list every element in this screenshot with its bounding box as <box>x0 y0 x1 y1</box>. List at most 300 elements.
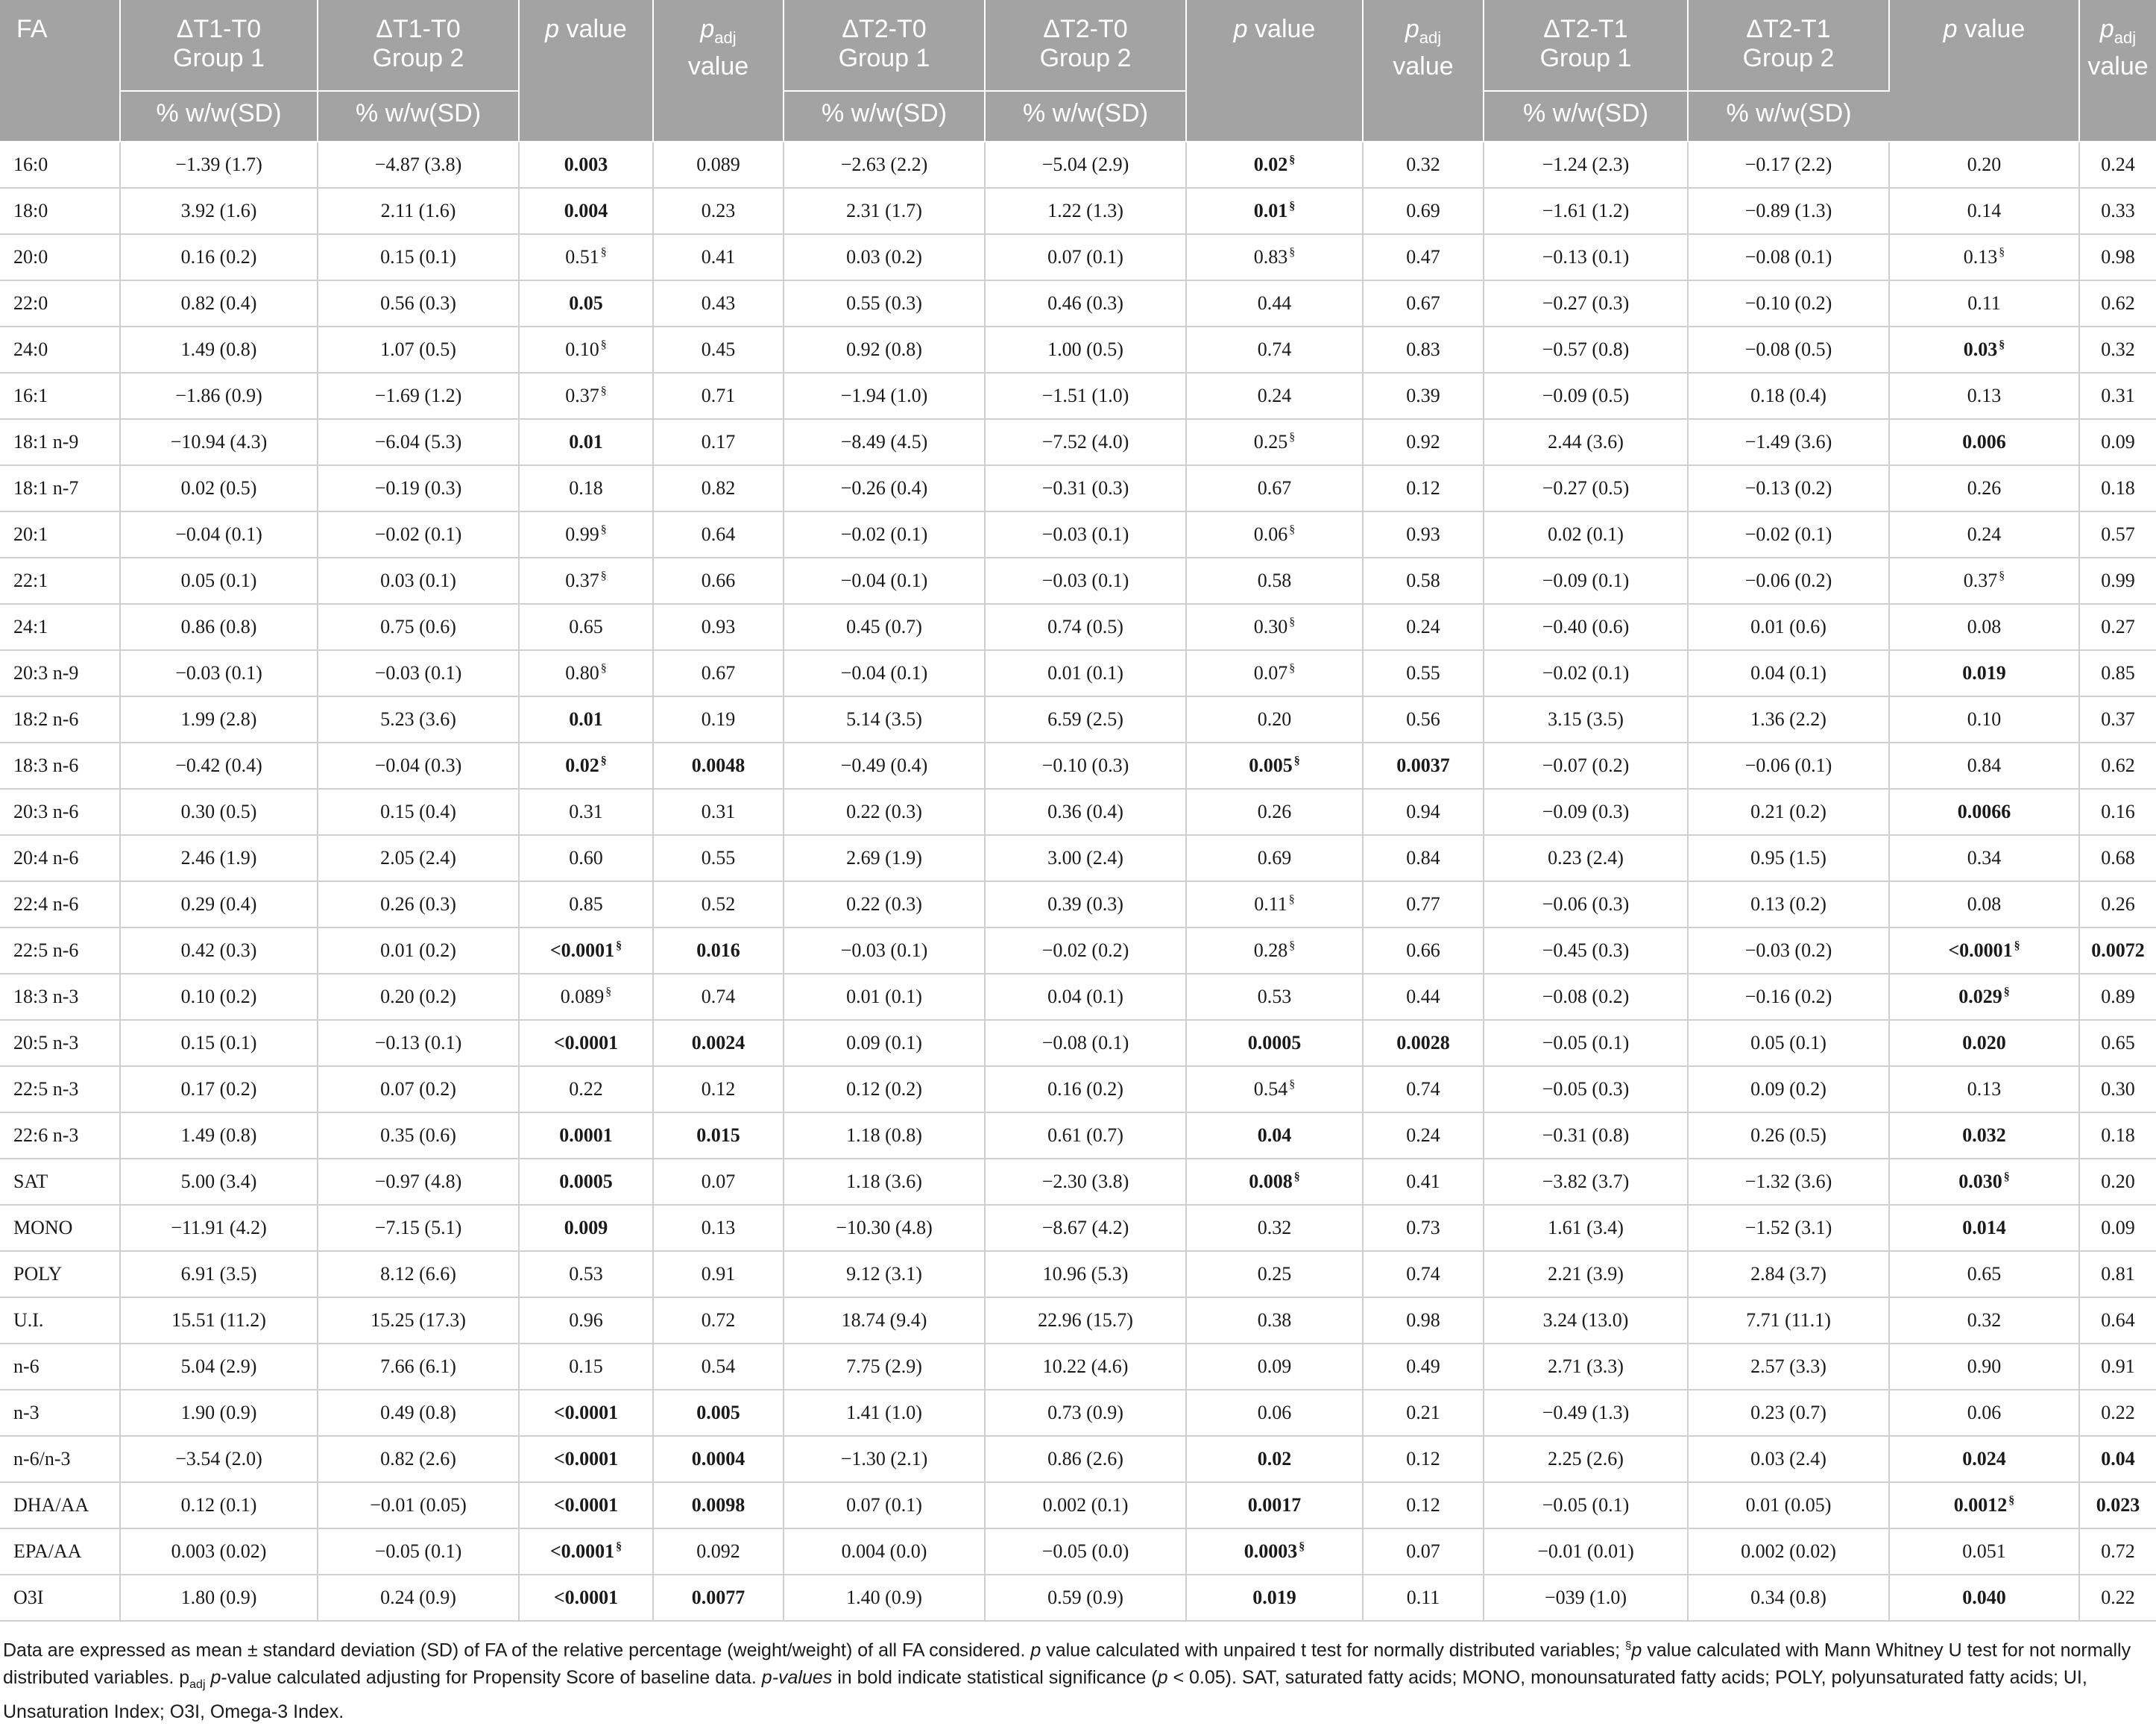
cell-p-t2t1: 0.13 <box>1889 373 2079 419</box>
cell-dt2t0-g2: −2.30 (3.8) <box>985 1159 1186 1205</box>
fa-label: 22:5 n-3 <box>0 1066 120 1112</box>
cell-dt1t0-g1: −0.04 (0.1) <box>120 511 318 558</box>
cell-padj-t2t0: 0.84 <box>1363 835 1484 881</box>
cell-dt2t0-g1: −2.63 (2.2) <box>784 142 985 188</box>
cell-p-t2t1: 0.019 <box>1889 650 2079 696</box>
cell-dt2t0-g1: 0.07 (0.1) <box>784 1482 985 1528</box>
cell-p-t1t0: <0.0001 <box>519 1436 653 1482</box>
cell-padj-t2t0: 0.21 <box>1363 1390 1484 1436</box>
cell-p-t2t0: 0.74 <box>1186 327 1363 373</box>
cell-padj-t2t0: 0.56 <box>1363 696 1484 743</box>
cell-dt1t0-g2: 7.66 (6.1) <box>318 1344 519 1390</box>
cell-dt2t0-g2: −0.03 (0.1) <box>985 558 1186 604</box>
cell-p-t2t0: 0.24 <box>1186 373 1363 419</box>
cell-padj-t2t1: 0.91 <box>2079 1344 2156 1390</box>
cell-padj-t1t0: 0.54 <box>653 1344 784 1390</box>
cell-p-t2t0: 0.32 <box>1186 1205 1363 1251</box>
table-row <box>0 835 2156 881</box>
cell-padj-t2t1: 0.65 <box>2079 1020 2156 1066</box>
cell-p-t2t0: 0.54 § <box>1186 1066 1363 1112</box>
cell-p-t2t1: 0.0066 <box>1889 789 2079 835</box>
cell-dt1t0-g2: 8.12 (6.6) <box>318 1251 519 1297</box>
cell-padj-t2t0: 0.55 <box>1363 650 1484 696</box>
cell-p-t2t0: 0.83 § <box>1186 234 1363 280</box>
cell-dt2t0-g1: 0.92 (0.8) <box>784 327 985 373</box>
cell-dt2t1-g1: −0.31 (0.8) <box>1484 1112 1688 1159</box>
table-row <box>0 1528 2156 1575</box>
cell-padj-t1t0: 0.67 <box>653 650 784 696</box>
cell-dt1t0-g2: 0.20 (0.2) <box>318 974 519 1020</box>
cell-dt1t0-g1: 6.91 (3.5) <box>120 1251 318 1297</box>
cell-dt1t0-g2: −0.01 (0.05) <box>318 1482 519 1528</box>
mann-whitney-mark: § <box>1293 1171 1300 1184</box>
cell-p-t2t0: 0.06 <box>1186 1390 1363 1436</box>
cell-padj-t1t0: 0.72 <box>653 1297 784 1344</box>
cell-dt2t0-g1: 9.12 (3.1) <box>784 1251 985 1297</box>
fa-label: MONO <box>0 1205 120 1251</box>
cell-dt1t0-g1: 0.86 (0.8) <box>120 604 318 650</box>
table-row <box>0 927 2156 974</box>
cell-p-t2t1: 0.13 § <box>1889 234 2079 280</box>
cell-padj-t2t1: 0.18 <box>2079 1112 2156 1159</box>
cell-dt2t1-g1: −0.08 (0.2) <box>1484 974 1688 1020</box>
cell-dt2t1-g2: −0.08 (0.5) <box>1688 327 1889 373</box>
cell-padj-t2t0: 0.12 <box>1363 465 1484 511</box>
cell-padj-t1t0: 0.45 <box>653 327 784 373</box>
cell-p-t1t0: 0.089 § <box>519 974 653 1020</box>
cell-dt2t1-g2: 0.13 (0.2) <box>1688 881 1889 927</box>
cell-dt2t0-g1: −8.49 (4.5) <box>784 419 985 465</box>
table-row <box>0 280 2156 327</box>
cell-p-t2t1: 0.20 <box>1889 142 2079 188</box>
cell-padj-t2t1: 0.37 <box>2079 696 2156 743</box>
cell-dt1t0-g1: 1.49 (0.8) <box>120 327 318 373</box>
cell-p-t2t1: 0.24 <box>1889 511 2079 558</box>
fa-label: 20:3 n-6 <box>0 789 120 835</box>
cell-padj-t1t0: 0.71 <box>653 373 784 419</box>
cell-dt2t0-g1: 2.69 (1.9) <box>784 835 985 881</box>
table-row <box>0 234 2156 280</box>
cell-padj-t2t0: 0.66 <box>1363 927 1484 974</box>
cell-p-t2t0: 0.07 § <box>1186 650 1363 696</box>
mann-whitney-mark: § <box>600 755 607 768</box>
mann-whitney-mark: § <box>600 662 607 675</box>
cell-dt2t0-g1: 0.55 (0.3) <box>784 280 985 327</box>
cell-padj-t2t1: 0.09 <box>2079 1205 2156 1251</box>
header-p-value-t2t0: p value <box>1186 0 1363 142</box>
cell-padj-t1t0: 0.23 <box>653 188 784 234</box>
header-padj-value-t2t1: $p_{adj}$ value <box>2079 0 2156 142</box>
cell-p-t1t0: 0.53 <box>519 1251 653 1297</box>
cell-dt1t0-g2: 0.15 (0.1) <box>318 234 519 280</box>
cell-dt2t0-g1: 0.12 (0.2) <box>784 1066 985 1112</box>
cell-dt1t0-g1: −11.91 (4.2) <box>120 1205 318 1251</box>
table-row <box>0 1066 2156 1112</box>
cell-p-t2t1: 0.024 <box>1889 1436 2079 1482</box>
cell-dt1t0-g1: 3.92 (1.6) <box>120 188 318 234</box>
cell-p-t1t0: 0.31 <box>519 789 653 835</box>
fa-label: 18:1 n-9 <box>0 419 120 465</box>
cell-p-t2t0: 0.06 § <box>1186 511 1363 558</box>
cell-dt2t0-g2: −0.08 (0.1) <box>985 1020 1186 1066</box>
cell-dt1t0-g1: 0.42 (0.3) <box>120 927 318 974</box>
cell-dt2t1-g1: −1.24 (2.3) <box>1484 142 1688 188</box>
cell-dt2t1-g2: 0.09 (0.2) <box>1688 1066 1889 1112</box>
cell-p-t1t0: 0.004 <box>519 188 653 234</box>
unit-label: % w/w(SD) <box>1688 91 1889 142</box>
table-header-row <box>0 0 2156 91</box>
cell-dt2t1-g1: −0.01 (0.01) <box>1484 1528 1688 1575</box>
cell-padj-t2t1: 0.30 <box>2079 1066 2156 1112</box>
cell-padj-t1t0: 0.19 <box>653 696 784 743</box>
cell-padj-t2t0: 0.24 <box>1363 604 1484 650</box>
cell-dt2t0-g2: −7.52 (4.0) <box>985 419 1186 465</box>
cell-dt1t0-g2: 0.49 (0.8) <box>318 1390 519 1436</box>
cell-padj-t2t0: 0.12 <box>1363 1436 1484 1482</box>
cell-dt2t0-g2: 0.16 (0.2) <box>985 1066 1186 1112</box>
cell-dt2t1-g1: −0.13 (0.1) <box>1484 234 1688 280</box>
cell-dt1t0-g1: −0.42 (0.4) <box>120 743 318 789</box>
cell-padj-t1t0: 0.12 <box>653 1066 784 1112</box>
cell-dt2t0-g2: −0.03 (0.1) <box>985 511 1186 558</box>
mann-whitney-mark: § <box>600 338 607 352</box>
cell-dt2t0-g1: 18.74 (9.4) <box>784 1297 985 1344</box>
cell-padj-t1t0: 0.52 <box>653 881 784 927</box>
cell-padj-t2t0: 0.11 <box>1363 1575 1484 1621</box>
cell-padj-t2t1: 0.81 <box>2079 1251 2156 1297</box>
cell-dt2t0-g2: 0.86 (2.6) <box>985 1436 1186 1482</box>
cell-dt2t1-g2: 7.71 (11.1) <box>1688 1297 1889 1344</box>
cell-dt2t1-g1: −0.05 (0.1) <box>1484 1020 1688 1066</box>
cell-padj-t1t0: 0.089 <box>653 142 784 188</box>
cell-dt2t1-g1: −0.09 (0.5) <box>1484 373 1688 419</box>
cell-p-t2t1: 0.14 <box>1889 188 2079 234</box>
cell-p-t2t0: 0.44 <box>1186 280 1363 327</box>
cell-padj-t1t0: 0.0048 <box>653 743 784 789</box>
cell-p-t2t1: 0.08 <box>1889 604 2079 650</box>
unit-label: % w/w(SD) <box>1484 91 1688 142</box>
cell-padj-t2t1: 0.33 <box>2079 188 2156 234</box>
cell-dt2t0-g1: −0.02 (0.1) <box>784 511 985 558</box>
cell-dt2t0-g2: −5.04 (2.9) <box>985 142 1186 188</box>
table-row <box>0 419 2156 465</box>
cell-dt2t1-g2: −0.13 (0.2) <box>1688 465 1889 511</box>
cell-dt2t0-g2: 0.59 (0.9) <box>985 1575 1186 1621</box>
cell-dt2t1-g1: 1.61 (3.4) <box>1484 1205 1688 1251</box>
cell-dt2t0-g2: −8.67 (4.2) <box>985 1205 1186 1251</box>
mann-whitney-mark: § <box>605 986 612 999</box>
cell-p-t2t1: 0.029 § <box>1889 974 2079 1020</box>
cell-dt2t1-g2: 1.36 (2.2) <box>1688 696 1889 743</box>
cell-padj-t1t0: 0.0077 <box>653 1575 784 1621</box>
cell-dt2t0-g1: 0.45 (0.7) <box>784 604 985 650</box>
cell-p-t2t0: 0.008 § <box>1186 1159 1363 1205</box>
cell-dt1t0-g1: 0.10 (0.2) <box>120 974 318 1020</box>
cell-padj-t2t0: 0.0037 <box>1363 743 1484 789</box>
cell-dt2t1-g2: 0.01 (0.6) <box>1688 604 1889 650</box>
cell-dt1t0-g1: −1.39 (1.7) <box>120 142 318 188</box>
cell-padj-t2t1: 0.72 <box>2079 1528 2156 1575</box>
table-row <box>0 743 2156 789</box>
cell-dt2t1-g2: 0.23 (0.7) <box>1688 1390 1889 1436</box>
cell-p-t1t0: 0.15 <box>519 1344 653 1390</box>
cell-dt1t0-g1: 1.49 (0.8) <box>120 1112 318 1159</box>
cell-dt1t0-g1: 0.02 (0.5) <box>120 465 318 511</box>
cell-dt2t1-g1: −0.09 (0.1) <box>1484 558 1688 604</box>
cell-p-t2t1: 0.014 <box>1889 1205 2079 1251</box>
fa-label: 16:1 <box>0 373 120 419</box>
cell-dt2t0-g1: 2.31 (1.7) <box>784 188 985 234</box>
fa-label: 20:3 n-9 <box>0 650 120 696</box>
cell-dt1t0-g2: −0.03 (0.1) <box>318 650 519 696</box>
cell-dt1t0-g2: −4.87 (3.8) <box>318 142 519 188</box>
cell-dt2t0-g2: −0.05 (0.0) <box>985 1528 1186 1575</box>
cell-dt2t0-g2: 0.36 (0.4) <box>985 789 1186 835</box>
cell-padj-t2t1: 0.31 <box>2079 373 2156 419</box>
fa-label: 20:5 n-3 <box>0 1020 120 1066</box>
cell-padj-t1t0: 0.93 <box>653 604 784 650</box>
cell-dt1t0-g1: 0.29 (0.4) <box>120 881 318 927</box>
cell-dt2t1-g1: 2.25 (2.6) <box>1484 1436 1688 1482</box>
cell-padj-t1t0: 0.43 <box>653 280 784 327</box>
header-dt1t0-group1: ΔT1-T0 Group 1 <box>120 0 318 91</box>
cell-dt2t0-g2: 0.46 (0.3) <box>985 280 1186 327</box>
cell-dt2t0-g1: 1.41 (1.0) <box>784 1390 985 1436</box>
cell-dt1t0-g1: 2.46 (1.9) <box>120 835 318 881</box>
cell-p-t2t0: 0.0005 <box>1186 1020 1363 1066</box>
cell-padj-t2t0: 0.93 <box>1363 511 1484 558</box>
cell-dt1t0-g2: 2.05 (2.4) <box>318 835 519 881</box>
cell-dt1t0-g1: 0.82 (0.4) <box>120 280 318 327</box>
cell-p-t1t0: 0.0001 <box>519 1112 653 1159</box>
cell-dt1t0-g1: −1.86 (0.9) <box>120 373 318 419</box>
mann-whitney-mark: § <box>1289 200 1296 213</box>
cell-p-t2t1: 0.06 <box>1889 1390 2079 1436</box>
cell-dt2t1-g1: −1.61 (1.2) <box>1484 188 1688 234</box>
cell-dt2t1-g1: 2.71 (3.3) <box>1484 1344 1688 1390</box>
cell-dt2t0-g1: 0.01 (0.1) <box>784 974 985 1020</box>
cell-dt1t0-g2: 5.23 (3.6) <box>318 696 519 743</box>
cell-dt2t1-g1: −0.45 (0.3) <box>1484 927 1688 974</box>
mann-whitney-mark: § <box>1289 154 1296 167</box>
table-row <box>0 188 2156 234</box>
table-row <box>0 1205 2156 1251</box>
cell-padj-t2t0: 0.74 <box>1363 1066 1484 1112</box>
fa-label: U.I. <box>0 1297 120 1344</box>
cell-padj-t2t0: 0.24 <box>1363 1112 1484 1159</box>
cell-dt2t0-g2: 1.00 (0.5) <box>985 327 1186 373</box>
cell-dt2t0-g1: −1.94 (1.0) <box>784 373 985 419</box>
cell-dt2t1-g1: 0.02 (0.1) <box>1484 511 1688 558</box>
table-row <box>0 974 2156 1020</box>
fa-label: 20:1 <box>0 511 120 558</box>
cell-dt1t0-g1: 0.16 (0.2) <box>120 234 318 280</box>
mann-whitney-mark: § <box>1999 246 2005 259</box>
cell-dt2t1-g1: 3.24 (13.0) <box>1484 1297 1688 1344</box>
cell-padj-t1t0: 0.07 <box>653 1159 784 1205</box>
cell-dt1t0-g1: −10.94 (4.3) <box>120 419 318 465</box>
header-dt1t0-group2: ΔT1-T0 Group 2 <box>318 0 519 91</box>
cell-padj-t1t0: 0.31 <box>653 789 784 835</box>
cell-dt2t1-g2: 0.01 (0.05) <box>1688 1482 1889 1528</box>
fa-label: EPA/AA <box>0 1528 120 1575</box>
cell-dt2t1-g1: 3.15 (3.5) <box>1484 696 1688 743</box>
cell-dt2t0-g2: 22.96 (15.7) <box>985 1297 1186 1344</box>
cell-p-t1t0: <0.0001 <box>519 1575 653 1621</box>
cell-padj-t2t1: 0.09 <box>2079 419 2156 465</box>
cell-p-t2t1: <0.0001 § <box>1889 927 2079 974</box>
cell-dt2t0-g1: 0.09 (0.1) <box>784 1020 985 1066</box>
cell-padj-t2t0: 0.83 <box>1363 327 1484 373</box>
cell-dt2t0-g2: 0.39 (0.3) <box>985 881 1186 927</box>
cell-dt1t0-g2: 0.01 (0.2) <box>318 927 519 974</box>
cell-dt1t0-g2: −0.05 (0.1) <box>318 1528 519 1575</box>
cell-p-t2t1: 0.37 § <box>1889 558 2079 604</box>
cell-dt2t1-g1: 2.21 (3.9) <box>1484 1251 1688 1297</box>
cell-dt2t0-g2: 10.96 (5.3) <box>985 1251 1186 1297</box>
table-row <box>0 1344 2156 1390</box>
cell-dt1t0-g1: 0.15 (0.1) <box>120 1020 318 1066</box>
cell-padj-t2t1: 0.64 <box>2079 1297 2156 1344</box>
cell-dt2t0-g2: 6.59 (2.5) <box>985 696 1186 743</box>
cell-padj-t2t0: 0.41 <box>1363 1159 1484 1205</box>
header-padj-value-t2t0: $p_{adj}$ value <box>1363 0 1484 142</box>
cell-padj-t1t0: 0.74 <box>653 974 784 1020</box>
cell-padj-t2t1: 0.023 <box>2079 1482 2156 1528</box>
cell-p-t1t0: <0.0001 § <box>519 1528 653 1575</box>
table-row <box>0 142 2156 188</box>
cell-dt2t0-g2: −1.51 (1.0) <box>985 373 1186 419</box>
cell-dt2t0-g1: 1.40 (0.9) <box>784 1575 985 1621</box>
cell-dt2t0-g1: 0.22 (0.3) <box>784 789 985 835</box>
cell-p-t2t0: 0.02 <box>1186 1436 1363 1482</box>
cell-padj-t1t0: 0.005 <box>653 1390 784 1436</box>
cell-padj-t1t0: 0.82 <box>653 465 784 511</box>
cell-padj-t2t0: 0.67 <box>1363 280 1484 327</box>
mann-whitney-mark: § <box>1999 570 2005 583</box>
cell-dt1t0-g2: 0.56 (0.3) <box>318 280 519 327</box>
mann-whitney-mark: § <box>1299 1540 1305 1554</box>
cell-padj-t2t0: 0.98 <box>1363 1297 1484 1344</box>
cell-p-t1t0: 0.009 <box>519 1205 653 1251</box>
cell-p-t2t0: 0.53 <box>1186 974 1363 1020</box>
cell-dt2t0-g1: −1.30 (2.1) <box>784 1436 985 1482</box>
cell-dt2t1-g2: −0.89 (1.3) <box>1688 188 1889 234</box>
cell-padj-t1t0: 0.092 <box>653 1528 784 1575</box>
fa-label: O3I <box>0 1575 120 1621</box>
table-row <box>0 373 2156 419</box>
cell-dt2t1-g2: 2.57 (3.3) <box>1688 1344 1889 1390</box>
cell-dt1t0-g1: −0.03 (0.1) <box>120 650 318 696</box>
cell-p-t2t1: 0.10 <box>1889 696 2079 743</box>
table-row <box>0 1020 2156 1066</box>
table-row <box>0 465 2156 511</box>
mann-whitney-mark: § <box>600 246 607 259</box>
cell-padj-t2t0: 0.58 <box>1363 558 1484 604</box>
cell-dt2t1-g2: −1.32 (3.6) <box>1688 1159 1889 1205</box>
cell-dt1t0-g1: 0.003 (0.02) <box>120 1528 318 1575</box>
cell-p-t1t0: 0.80 § <box>519 650 653 696</box>
cell-dt2t0-g2: 0.61 (0.7) <box>985 1112 1186 1159</box>
cell-p-t2t0: 0.38 <box>1186 1297 1363 1344</box>
cell-padj-t2t1: 0.32 <box>2079 327 2156 373</box>
fa-label: 22:5 n-6 <box>0 927 120 974</box>
cell-p-t2t1: 0.030 § <box>1889 1159 2079 1205</box>
cell-p-t2t1: 0.34 <box>1889 835 2079 881</box>
cell-dt1t0-g2: −0.02 (0.1) <box>318 511 519 558</box>
cell-padj-t2t0: 0.32 <box>1363 142 1484 188</box>
cell-p-t2t0: 0.09 <box>1186 1344 1363 1390</box>
cell-p-t2t0: 0.20 <box>1186 696 1363 743</box>
cell-p-t1t0: 0.10 § <box>519 327 653 373</box>
cell-p-t2t0: 0.69 <box>1186 835 1363 881</box>
cell-dt2t1-g2: −0.06 (0.1) <box>1688 743 1889 789</box>
fa-label: 20:0 <box>0 234 120 280</box>
fa-label: SAT <box>0 1159 120 1205</box>
cell-p-t2t0: 0.005 § <box>1186 743 1363 789</box>
cell-dt2t1-g1: −039 (1.0) <box>1484 1575 1688 1621</box>
cell-dt1t0-g2: 15.25 (17.3) <box>318 1297 519 1344</box>
cell-p-t2t1: 0.13 <box>1889 1066 2079 1112</box>
cell-dt2t1-g1: 2.44 (3.6) <box>1484 419 1688 465</box>
cell-dt2t0-g2: 10.22 (4.6) <box>985 1344 1186 1390</box>
cell-padj-t2t0: 0.74 <box>1363 1251 1484 1297</box>
cell-padj-t2t1: 0.26 <box>2079 881 2156 927</box>
cell-dt1t0-g2: −1.69 (1.2) <box>318 373 519 419</box>
cell-padj-t2t1: 0.99 <box>2079 558 2156 604</box>
cell-p-t1t0: <0.0001 <box>519 1020 653 1066</box>
fa-label: 22:4 n-6 <box>0 881 120 927</box>
mann-whitney-mark: § <box>1288 893 1295 907</box>
cell-dt1t0-g1: 1.80 (0.9) <box>120 1575 318 1621</box>
cell-dt1t0-g2: 0.03 (0.1) <box>318 558 519 604</box>
cell-padj-t1t0: 0.55 <box>653 835 784 881</box>
cell-dt2t1-g2: 0.26 (0.5) <box>1688 1112 1889 1159</box>
cell-dt2t0-g1: 1.18 (3.6) <box>784 1159 985 1205</box>
fa-label: POLY <box>0 1251 120 1297</box>
cell-dt1t0-g1: 0.12 (0.1) <box>120 1482 318 1528</box>
cell-dt2t0-g1: −0.49 (0.4) <box>784 743 985 789</box>
cell-dt1t0-g2: 2.11 (1.6) <box>318 188 519 234</box>
header-dt2t0-group2: ΔT2-T0 Group 2 <box>985 0 1186 91</box>
unit-label: % w/w(SD) <box>120 91 318 142</box>
cell-p-t1t0: 0.37 § <box>519 558 653 604</box>
cell-p-t2t0: 0.019 <box>1186 1575 1363 1621</box>
cell-dt2t1-g1: −0.05 (0.1) <box>1484 1482 1688 1528</box>
table-row <box>0 1575 2156 1621</box>
fa-label: 24:0 <box>0 327 120 373</box>
table-row <box>0 1251 2156 1297</box>
header-dt2t0-group1: ΔT2-T0 Group 1 <box>784 0 985 91</box>
mann-whitney-mark: § <box>1289 523 1296 537</box>
cell-dt2t1-g1: −0.07 (0.2) <box>1484 743 1688 789</box>
mann-whitney-mark: § <box>2008 1494 2015 1508</box>
cell-padj-t1t0: 0.0024 <box>653 1020 784 1066</box>
cell-dt2t0-g2: −0.10 (0.3) <box>985 743 1186 789</box>
header-dt2t1-group2: ΔT2-T1 Group 2 <box>1688 0 1889 91</box>
fa-label: n-6/n-3 <box>0 1436 120 1482</box>
cell-dt1t0-g1: 1.90 (0.9) <box>120 1390 318 1436</box>
cell-padj-t2t0: 0.73 <box>1363 1205 1484 1251</box>
cell-p-t2t1: 0.65 <box>1889 1251 2079 1297</box>
cell-p-t1t0: 0.85 <box>519 881 653 927</box>
cell-p-t1t0: 0.01 <box>519 419 653 465</box>
mann-whitney-mark: § <box>1293 755 1300 768</box>
fa-label: 16:0 <box>0 142 120 188</box>
mann-whitney-mark: § <box>2014 939 2020 953</box>
cell-dt1t0-g2: −0.19 (0.3) <box>318 465 519 511</box>
cell-dt2t0-g1: 0.03 (0.2) <box>784 234 985 280</box>
